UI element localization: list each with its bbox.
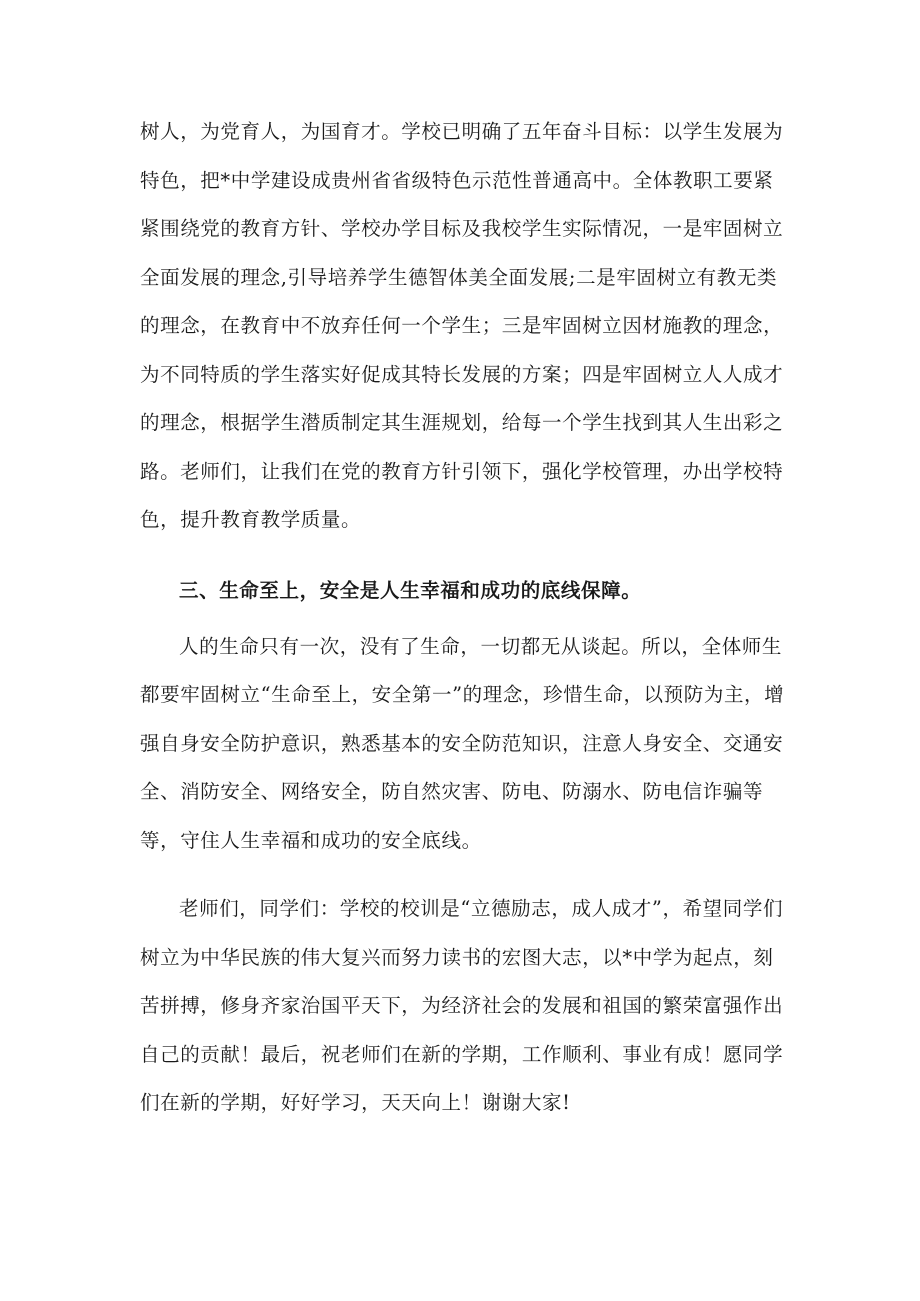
section-heading-safety: 三、生命至上，安全是人生幸福和成功的底线保障。	[179, 578, 642, 602]
document-body	[140, 108, 790, 1128]
spacer	[140, 865, 790, 885]
paragraph-safety: 人的生命只有一次，没有了生命，一切都无从谈起。所以，全体师生都要牢固树立“生命至上，安全第一”的理念，珍惜生命，以预防为主，增强自身安全防护意识，熟悉基本的安全防范知识，注意人身安全、交通安全、消防安全、网络安全，防自然灾害、防电、防溺水、防电信诈骗等等，守住人生幸福和成功的安全底线。	[140, 634, 785, 852]
paragraph-school-goals: 树人，为党育人，为国育才。学校已明确了五年奋斗目标：以学生发展为特色，把*中学建设成贵州省省级特色示范性普通高中。全体教职工要紧紧围绕党的教育方针、学校办学目标及我校学生实际情况，一是牢固树立全面发展的理念,引导培养学生德智体美全面发展;二是牢固树立有教无类的理念，在教育中不放弃任何一个学生；三是牢固树立因材施教的理念，为不同特质的学生落实好促成其特长发展的方案；四是牢固树立人人成才的理念，根据学生潜质制定其生涯规划，给每一个学生找到其人生出彩之路。老师们，让我们在党的教育方针引领下，强化学校管理，办出学校特色，提升教育教学质量。	[140, 120, 784, 531]
spacer	[140, 615, 790, 623]
spacer	[140, 545, 790, 567]
paragraph-closing: 老师们，同学们：学校的校训是“立德励志，成人成才”，希望同学们树立为中华民族的伟大复兴而努力读书的宏图大志，以*中学为起点，刻苦拼搏，修身齐家治国平天下，为经济社会的发展和祖国的繁荣富强作出自己的贡献！最后，祝老师们在新的学期，工作顺利、事业有成！愿同学们在新的学期，好好学习，天天向上！谢谢大家!	[140, 897, 784, 1114]
